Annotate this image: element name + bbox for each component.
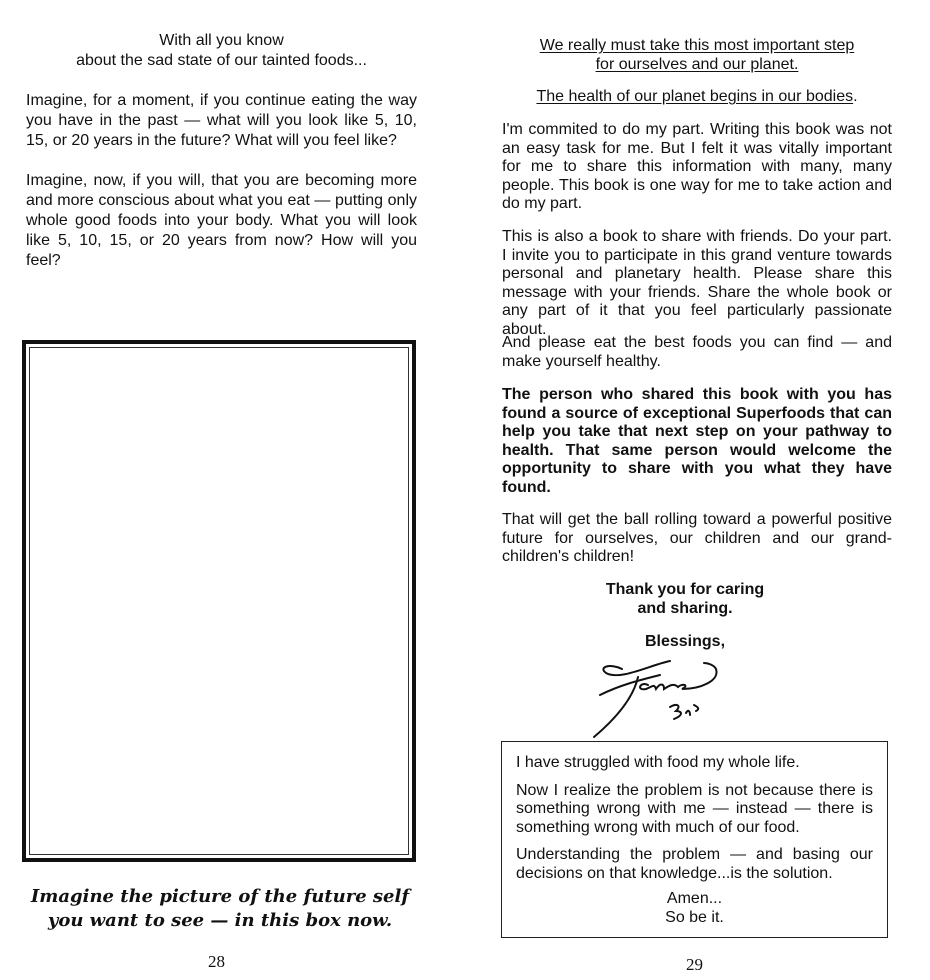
frame-caption xyxy=(10,885,430,933)
blessings: Blessings, xyxy=(644,633,726,650)
caption-line: you want to see — in this box now. xyxy=(47,910,393,931)
amen xyxy=(516,890,873,927)
paragraph: This is also a book to share with friends. Do your part. I invite you to participate in this grand venture towards personal and planetary health. Please share this message with your friends. Share the whole book or any part of it that you feel particularly passionate about. xyxy=(502,228,892,338)
thanks xyxy=(490,581,880,618)
heading-secondary-text: The health of our planet begins in our bodies xyxy=(536,88,854,105)
page-number-left: 28 xyxy=(208,952,225,971)
paragraph: Imagine, now, if you will, that you are becoming more and more conscious about what you eat — putting only whole good foods into your body. What you will look like 5, 10, 15, or 20 years from now? How will you feel? xyxy=(26,172,417,269)
amen-line: Amen... xyxy=(666,890,723,907)
heading-primary xyxy=(502,37,892,74)
heading-secondary xyxy=(502,88,892,107)
intro-heading xyxy=(26,31,417,71)
quote-line: Now I realize the problem is not because there is something wrong with me — instead — there is something wrong with much of our food. xyxy=(516,781,873,836)
thanks-line: and sharing. xyxy=(637,599,733,617)
page-number-right: 29 xyxy=(686,955,703,974)
quote-line: I have struggled with food my whole life. xyxy=(516,754,800,771)
heading-line: We really must take this most important step xyxy=(539,37,855,54)
caption-line: Imagine the picture of the future self xyxy=(30,886,410,907)
heading-line: for ourselves and our planet. xyxy=(595,55,799,73)
paragraph: That will get the ball rolling toward a powerful positive future for ourselves, our children and our grand-children's children! xyxy=(502,511,892,565)
intro-line: With all you know xyxy=(159,32,284,49)
picture-frame-box xyxy=(22,340,416,862)
paragraph: And please eat the best foods you can find — and make yourself healthy. xyxy=(502,334,892,370)
amen-line: So be it. xyxy=(665,908,724,926)
thanks-line: Thank you for caring xyxy=(605,581,765,598)
picture-frame-inner-border xyxy=(29,347,409,855)
quote-box xyxy=(501,741,888,938)
quote-line: Understanding the problem — and basing our decisions on that knowledge...is the solution. xyxy=(516,846,873,882)
heading-period: . xyxy=(853,88,858,105)
paragraph: I'm commited to do my part. Writing this book was not an easy task for me. But I felt it was vitally important for me to share this information with many, many people. This book is one way for me to take action and do my part. xyxy=(502,121,892,212)
bold-paragraph: The person who shared this book with you has found a source of exceptional Superfoods that can help you take that next step on your pathway to health. That same person would welcome the opportunity to share with you what they have found. xyxy=(502,386,892,496)
intro-line: about the sad state of our tainted foods... xyxy=(76,52,367,69)
paragraph: Imagine, for a moment, if you continue eating the way you have in the past — what will you look like 5, 10, 15, or 20 years in the future? What will you feel like? xyxy=(26,92,417,149)
signature xyxy=(590,655,790,745)
